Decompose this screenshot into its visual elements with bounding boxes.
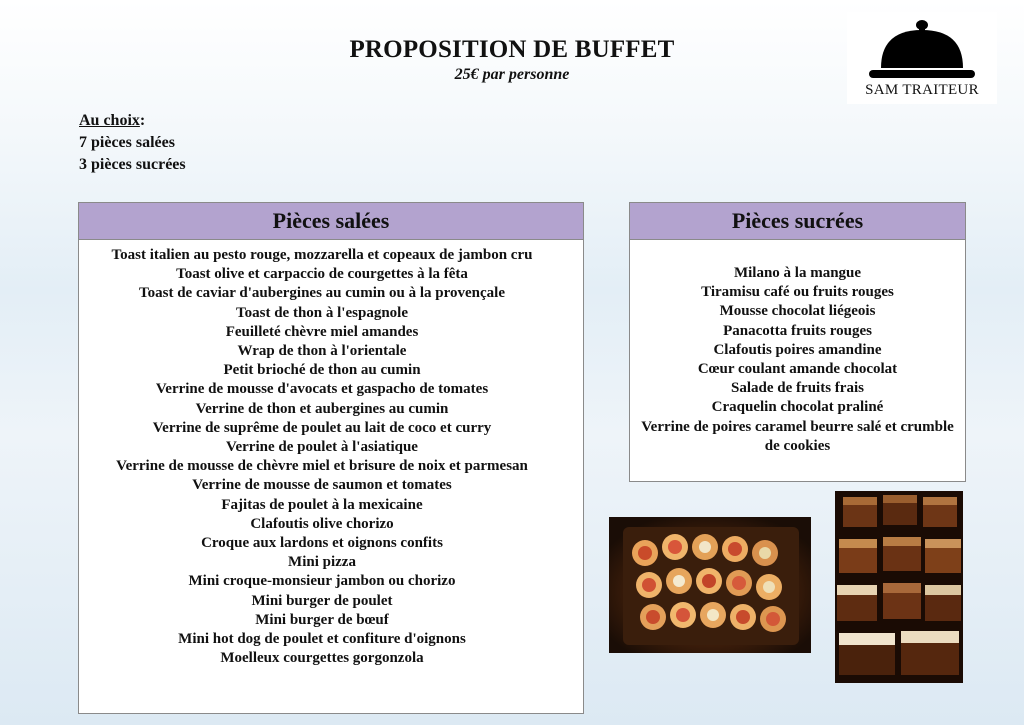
list-item: Toast olive et carpaccio de courgettes à la fêta (176, 266, 468, 283)
list-item: Mini burger de bœuf (255, 611, 389, 628)
list-item: Fajitas de poulet à la mexicaine (221, 496, 423, 513)
list-item: Toast de caviar d'aubergines au cumin ou à la provençale (138, 285, 505, 302)
panel-heading-salees: Pièces salées (79, 203, 583, 240)
list-item: Cœur coulant amande chocolat (697, 361, 898, 378)
photo-canapes (609, 517, 811, 653)
list-item: Verrine de poulet à l'asiatique (226, 439, 418, 456)
list-item: Mini croque-monsieur jambon ou chorizo (188, 573, 456, 590)
price-subtitle: 25€ par personne (454, 66, 570, 83)
choice-line-sucrees: 3 pièces sucrées (79, 156, 186, 173)
panel-pieces-sucrees (629, 202, 966, 482)
choice-heading-colon: : (139, 112, 146, 129)
list-item: Mousse chocolat liégeois (719, 303, 876, 320)
list-item: Clafoutis poires amandine (713, 341, 882, 358)
list-item: Mini burger de poulet (251, 592, 393, 609)
cloche-icon (859, 16, 985, 82)
list-item: Moelleux courgettes gorgonzola (220, 650, 424, 667)
choice-heading (79, 110, 186, 132)
list-item: Mini pizza (288, 554, 356, 571)
photo-verrines (835, 491, 963, 683)
list-item: Croque aux lardons et oignons confits (201, 535, 443, 552)
list-item: Verrine de mousse d'avocats et gaspacho de tomates (155, 381, 489, 398)
logo-text: SAM TRAITEUR (865, 82, 979, 98)
list-item: Verrine de poires caramel beurre salé et crumble de cookies (641, 418, 954, 454)
list-item: Clafoutis olive chorizo (250, 515, 394, 532)
list-item: Salade de fruits frais (731, 380, 864, 397)
list-item: Milano à la mangue (733, 265, 862, 281)
list-item: Verrine de suprême de poulet au lait de coco et curry (152, 419, 492, 436)
list-item: Wrap de thon à l'orientale (237, 343, 407, 360)
panel-heading-sucrees: Pièces sucrées (630, 203, 965, 240)
list-item: Craquelin chocolat praliné (711, 399, 884, 416)
list-item: Petit brioché de thon au cumin (223, 362, 421, 379)
choice-block (79, 110, 186, 176)
list-item: Toast de thon à l'espagnole (236, 304, 408, 321)
list-item: Mini hot dog de poulet et confiture d'oignons (178, 631, 466, 648)
list-item: Feuilleté chèvre miel amandes (225, 323, 419, 340)
list-item: Verrine de mousse de chèvre miel et brisure de noix et parmesan (116, 458, 528, 475)
list-salees (79, 240, 583, 668)
page-title: PROPOSITION DE BUFFET (349, 36, 675, 63)
list-item: Panacotta fruits rouges (723, 322, 872, 339)
list-sucrees (630, 240, 965, 456)
list-item: Tiramisu café ou fruits rouges (701, 284, 894, 301)
choice-line-salees: 7 pièces salées (79, 134, 175, 151)
list-item: Toast italien au pesto rouge, mozzarella et copeaux de jambon cru (111, 247, 533, 263)
list-item: Verrine de thon et aubergines au cumin (195, 400, 449, 417)
panel-pieces-salees (78, 202, 584, 714)
list-item: Verrine de mousse de saumon et tomates (192, 477, 452, 494)
choice-heading-label: Au choix (79, 112, 140, 129)
logo (847, 12, 997, 104)
